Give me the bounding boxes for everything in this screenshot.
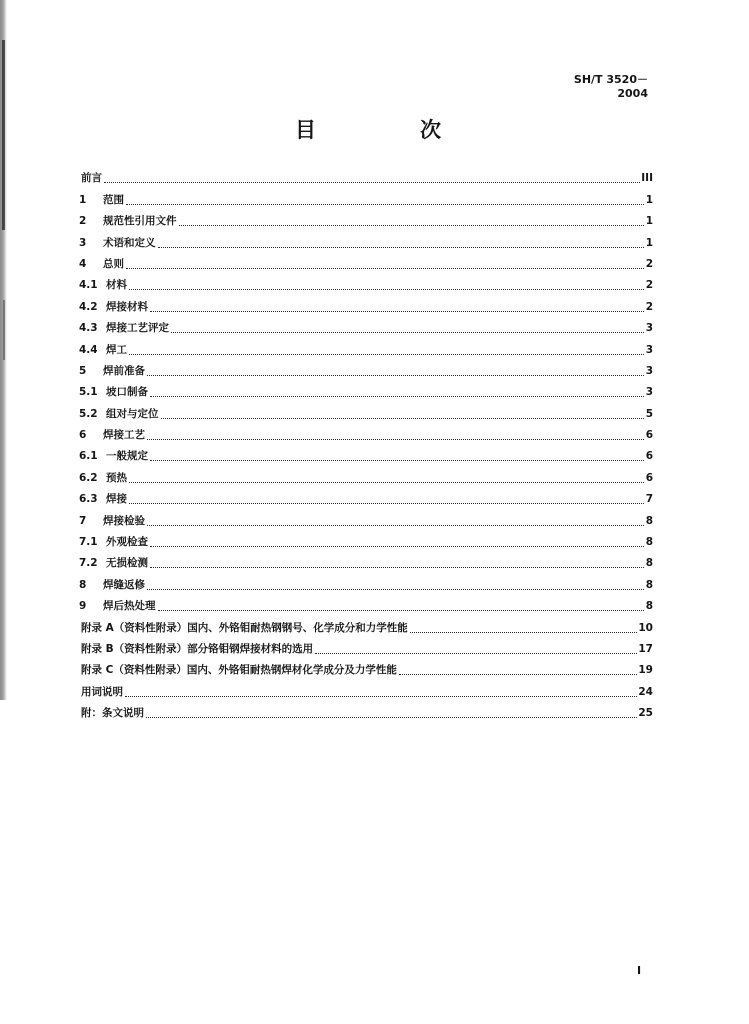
toc-entry-title: 焊缝返修	[103, 578, 145, 591]
toc-entry-title: 焊接工艺评定	[106, 322, 169, 335]
toc-dot-leader	[315, 652, 637, 654]
toc-entry-number: 4.4	[79, 343, 98, 356]
toc-dot-leader	[129, 481, 644, 483]
toc-dot-leader	[150, 566, 644, 568]
toc-entry-number: 2	[79, 215, 87, 228]
toc-dot-leader	[399, 673, 638, 675]
toc-dot-leader	[126, 267, 644, 269]
toc-entry-title: 焊接工艺	[103, 429, 145, 442]
toc-entry[interactable]	[79, 314, 653, 335]
toc-dot-leader	[104, 181, 640, 183]
toc-entry[interactable]	[79, 463, 653, 484]
toc-entry[interactable]	[79, 677, 653, 698]
toc-entry-number: 4.2	[79, 300, 98, 313]
toc-dot-leader	[150, 395, 644, 397]
toc-entry-title: 术语和定义	[103, 236, 156, 249]
toc-entry-number: 4.3	[79, 322, 98, 335]
toc-entry-page: 8	[645, 557, 653, 570]
toc-entry-page: 8	[645, 536, 653, 549]
toc-entry-page: 8	[645, 600, 653, 613]
toc-dot-leader	[129, 353, 644, 355]
toc-entry-number: 4.1	[79, 279, 98, 292]
toc-dot-leader	[150, 310, 644, 312]
toc-entry-page: 1	[645, 215, 653, 228]
toc-entry-number: 5.1	[79, 386, 98, 399]
toc-entry-page: 24	[638, 685, 653, 698]
toc-dot-leader	[126, 203, 644, 205]
toc-entry-number: 8	[79, 578, 87, 591]
toc-entry-page: 5	[645, 407, 653, 420]
toc-entry-number: 5.2	[79, 407, 98, 420]
toc-entry[interactable]	[79, 421, 653, 442]
toc-dot-leader	[150, 545, 644, 547]
toc-dot-leader	[161, 417, 645, 419]
toc-entry-title: 总则	[103, 257, 124, 270]
toc-entry[interactable]	[79, 271, 653, 292]
toc-entry-page: 3	[645, 322, 653, 335]
toc-title	[0, 114, 749, 144]
toc-entry-title: 一般规定	[106, 450, 148, 463]
toc-entry-number: 3	[79, 236, 87, 249]
toc-entry[interactable]	[79, 292, 653, 313]
toc-entry-title: 坡口制备	[106, 386, 148, 399]
toc-entry-title: 外观检查	[106, 536, 148, 549]
toc-dot-leader	[147, 588, 644, 590]
toc-entry-page: 1	[645, 236, 653, 249]
toc-entry[interactable]	[79, 592, 653, 613]
toc-entry-title: 前言	[81, 172, 102, 185]
toc-entry-page: 10	[638, 621, 653, 634]
toc-entry[interactable]	[79, 570, 653, 591]
toc-entry-number: 6.2	[79, 471, 98, 484]
toc-entry[interactable]	[79, 549, 653, 570]
toc-dot-leader	[171, 331, 644, 333]
toc-entry[interactable]	[79, 485, 653, 506]
toc-entry-number: 7	[79, 514, 87, 527]
toc-dot-leader	[147, 374, 644, 376]
toc-entry-title: 焊接	[106, 493, 127, 506]
toc-dot-leader	[147, 438, 644, 440]
toc-entry-number: 7.2	[79, 557, 98, 570]
toc-title-char-2: 次	[420, 117, 441, 142]
toc-entry-number: 5	[79, 364, 87, 377]
toc-entry-page: III	[641, 172, 653, 185]
toc-entry[interactable]	[79, 442, 653, 463]
toc-entry[interactable]	[79, 164, 653, 185]
toc-entry-number: 6	[79, 429, 87, 442]
toc-entry-title: 用词说明	[81, 685, 123, 698]
toc-entry-title: 范围	[103, 193, 124, 206]
toc-entry-page: 19	[638, 664, 653, 677]
toc-entry-title: 焊前准备	[103, 364, 145, 377]
toc-entry-number: 7.1	[79, 536, 98, 549]
toc-entry-number: 6.1	[79, 450, 98, 463]
toc-entry[interactable]	[79, 185, 653, 206]
toc-entry-page: 6	[645, 450, 653, 463]
toc-entry-title: 焊接检验	[103, 514, 145, 527]
toc-entry-number: 1	[79, 193, 87, 206]
toc-entry-page: 3	[645, 386, 653, 399]
toc-dot-leader	[158, 246, 645, 248]
toc-entry-title: 材料	[106, 279, 127, 292]
toc-entry-page: 2	[645, 300, 653, 313]
toc-entry[interactable]	[79, 357, 653, 378]
toc-entry[interactable]	[79, 635, 653, 656]
toc-entry-page: 6	[645, 429, 653, 442]
toc-dot-leader	[179, 224, 645, 226]
toc-entry-page: 17	[638, 642, 653, 655]
toc-entry[interactable]	[79, 699, 653, 720]
toc-entry-title: 预热	[106, 471, 127, 484]
toc-entry-page: 8	[645, 578, 653, 591]
toc-entry[interactable]	[79, 250, 653, 271]
toc-entry-page: 3	[645, 343, 653, 356]
toc-entry-title: 无损检测	[106, 557, 148, 570]
table-of-contents	[79, 164, 653, 720]
scan-edge-mark-lower	[3, 300, 5, 360]
toc-entry-number: 6.3	[79, 493, 98, 506]
toc-entry[interactable]	[79, 335, 653, 356]
toc-entry-title: 附录 A（资料性附录）国内、外铬钼耐热钢钢号、化学成分和力学性能	[81, 621, 408, 634]
toc-entry[interactable]	[79, 228, 653, 249]
toc-dot-leader	[125, 695, 637, 697]
toc-entry-title: 焊工	[106, 343, 127, 356]
toc-entry-page: 25	[638, 707, 653, 720]
toc-entry-page: 6	[645, 471, 653, 484]
document-code: SH/T 3520－2004	[573, 73, 648, 100]
toc-entry-page: 7	[645, 493, 653, 506]
toc-dot-leader	[147, 524, 644, 526]
toc-entry[interactable]	[79, 378, 653, 399]
toc-entry-page: 2	[645, 257, 653, 270]
toc-entry[interactable]	[79, 613, 653, 634]
toc-dot-leader	[158, 609, 645, 611]
toc-entry-title: 焊后热处理	[103, 600, 156, 613]
toc-dot-leader	[129, 502, 644, 504]
toc-entry[interactable]	[79, 656, 653, 677]
toc-dot-leader	[410, 631, 638, 633]
toc-dot-leader	[146, 716, 637, 718]
toc-title-char-1: 目	[295, 117, 316, 142]
toc-entry-page: 8	[645, 514, 653, 527]
toc-entry-title: 附：条文说明	[81, 707, 144, 720]
toc-entry-title: 焊接材料	[106, 300, 148, 313]
page-number: I	[637, 964, 642, 977]
toc-entry[interactable]	[79, 506, 653, 527]
toc-entry[interactable]	[79, 207, 653, 228]
toc-entry-number: 4	[79, 257, 87, 270]
toc-entry[interactable]	[79, 399, 653, 420]
toc-entry-number: 9	[79, 600, 87, 613]
toc-entry-title: 组对与定位	[106, 407, 159, 420]
toc-dot-leader	[129, 288, 644, 290]
toc-entry[interactable]	[79, 528, 653, 549]
toc-entry-title: 附录 C（资料性附录）国内、外铬钼耐热钢焊材化学成分及力学性能	[81, 664, 397, 677]
toc-entry-page: 1	[645, 193, 653, 206]
toc-entry-page: 2	[645, 279, 653, 292]
toc-dot-leader	[150, 459, 644, 461]
toc-entry-title: 规范性引用文件	[103, 215, 177, 228]
toc-entry-page: 3	[645, 364, 653, 377]
toc-entry-title: 附录 B（资料性附录）部分铬钼钢焊接材料的选用	[81, 642, 314, 655]
